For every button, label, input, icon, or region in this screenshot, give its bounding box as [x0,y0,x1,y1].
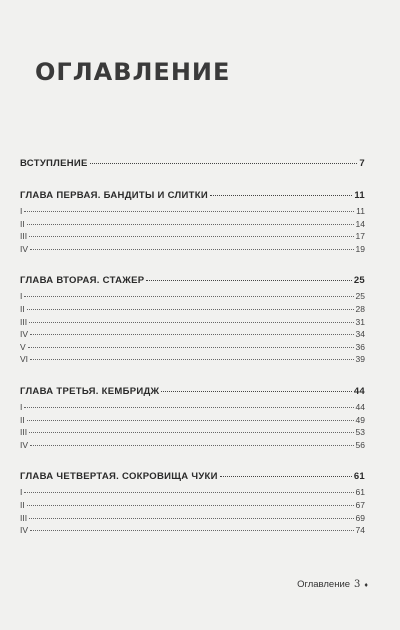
dot-leader [29,432,353,433]
toc-section-page: 31 [355,316,365,327]
toc-section-row [20,328,365,341]
toc-chapter [20,471,365,536]
running-footer [297,579,368,590]
toc-chapter-page: 25 [353,275,365,287]
toc-chapter-page: 11 [354,190,365,201]
dot-leader [24,211,354,212]
toc-section-label: II [20,303,25,314]
dot-leader [210,195,352,196]
footer-page-number: 3 [354,579,361,590]
toc-section-row [20,486,365,499]
dot-leader [27,505,354,506]
dot-leader [24,492,353,493]
toc-section-page: 17 [355,231,365,242]
dot-leader [30,445,354,446]
toc-section-row [20,439,365,452]
toc-section-row [20,524,365,537]
dot-leader [27,224,354,225]
toc-section-page: 53 [355,427,365,438]
toc-section-page: 44 [355,401,365,412]
toc-section-page: 14 [355,218,365,229]
dot-leader [30,530,354,531]
toc-intro-page: 7 [359,158,365,169]
toc-section-label: II [20,218,25,229]
toc-section-label: I [20,401,23,412]
toc-intro-row [20,158,365,169]
toc-section-label: III [20,231,28,242]
toc-section-row [20,316,365,329]
page-title: ОГЛАВЛЕНИЕ [35,58,231,86]
footer-label: Оглавление [297,579,351,590]
toc-chapter-title: ГЛАВА ПЕРВАЯ. БАНДИТЫ И СЛИТКИ [20,190,208,201]
toc-section-row [20,230,365,243]
footer-ornament: ♦ [364,582,368,589]
dot-leader [29,236,353,237]
toc-section-row [20,414,365,427]
toc-section-label: I [20,487,23,498]
dot-leader [220,476,352,477]
dot-leader [90,163,358,164]
toc-section-row [20,218,365,231]
toc-section-page: 39 [355,354,365,365]
dot-leader [30,359,354,360]
toc-chapter-row [20,275,365,286]
toc-section-label: III [20,512,28,523]
toc-chapter-title: ГЛАВА ВТОРАЯ. СТАЖЕР [20,275,145,287]
toc-section-row [20,243,365,256]
toc-chapter-row [20,386,365,397]
toc-chapter-title: ГЛАВА ТРЕТЬЯ. КЕМБРИДЖ [20,385,160,397]
toc-section-label: I [20,291,23,302]
toc-section-page: 25 [355,291,365,302]
toc-section-label: V [20,341,26,352]
toc-chapter-page: 44 [353,385,365,397]
dot-leader [27,309,354,310]
toc-section-page: 56 [355,439,365,450]
dot-leader [30,249,354,250]
toc-section-label: IV [20,439,29,450]
toc-section-page: 11 [356,206,365,216]
dot-leader [30,334,354,335]
toc-section-page: 36 [355,341,365,352]
dot-leader [29,518,353,519]
toc-chapter [20,190,365,255]
toc-section-label: IV [20,329,29,340]
toc-section-label: II [20,414,25,425]
toc-section-page: 34 [355,329,365,340]
toc-section-row [20,512,365,525]
toc-chapter-row [20,471,365,482]
toc-section-page: 74 [355,525,365,536]
toc-section-page: 69 [355,512,365,523]
toc-chapters [20,190,365,537]
dot-leader [28,347,354,348]
toc-section-row [20,426,365,439]
toc-section-label: III [20,427,28,438]
toc-section-page: 61 [355,487,365,498]
toc-chapter [20,275,365,366]
toc-section-row [20,499,365,512]
dot-leader [146,280,351,281]
toc-section-row [20,205,365,218]
toc-section-label: III [20,316,28,327]
table-of-contents [20,158,365,557]
dot-leader [24,407,353,408]
dot-leader [27,420,354,421]
toc-chapter [20,386,365,451]
toc-section-row [20,401,365,414]
toc-section-row [20,303,365,316]
dot-leader [29,322,353,323]
toc-section-page: 19 [355,243,365,254]
dot-leader [161,391,351,392]
toc-section-label: VI [20,354,29,365]
toc-section-row [20,290,365,303]
toc-section-label: II [20,499,25,510]
toc-chapter-page: 61 [353,471,365,483]
toc-section-row [20,353,365,366]
toc-chapter-title: ГЛАВА ЧЕТВЕРТАЯ. СОКРОВИЩА ЧУКИ [20,471,218,483]
toc-section-page: 67 [355,499,365,510]
toc-section-label: IV [20,243,29,254]
toc-intro-label: ВСТУПЛЕНИЕ [20,158,88,169]
toc-chapter-row [20,190,365,201]
dot-leader [24,296,353,297]
toc-section-row [20,341,365,354]
toc-section-page: 49 [355,414,365,425]
toc-section-label: IV [20,525,29,536]
toc-section-page: 28 [355,303,365,314]
toc-section-label: I [20,206,23,216]
